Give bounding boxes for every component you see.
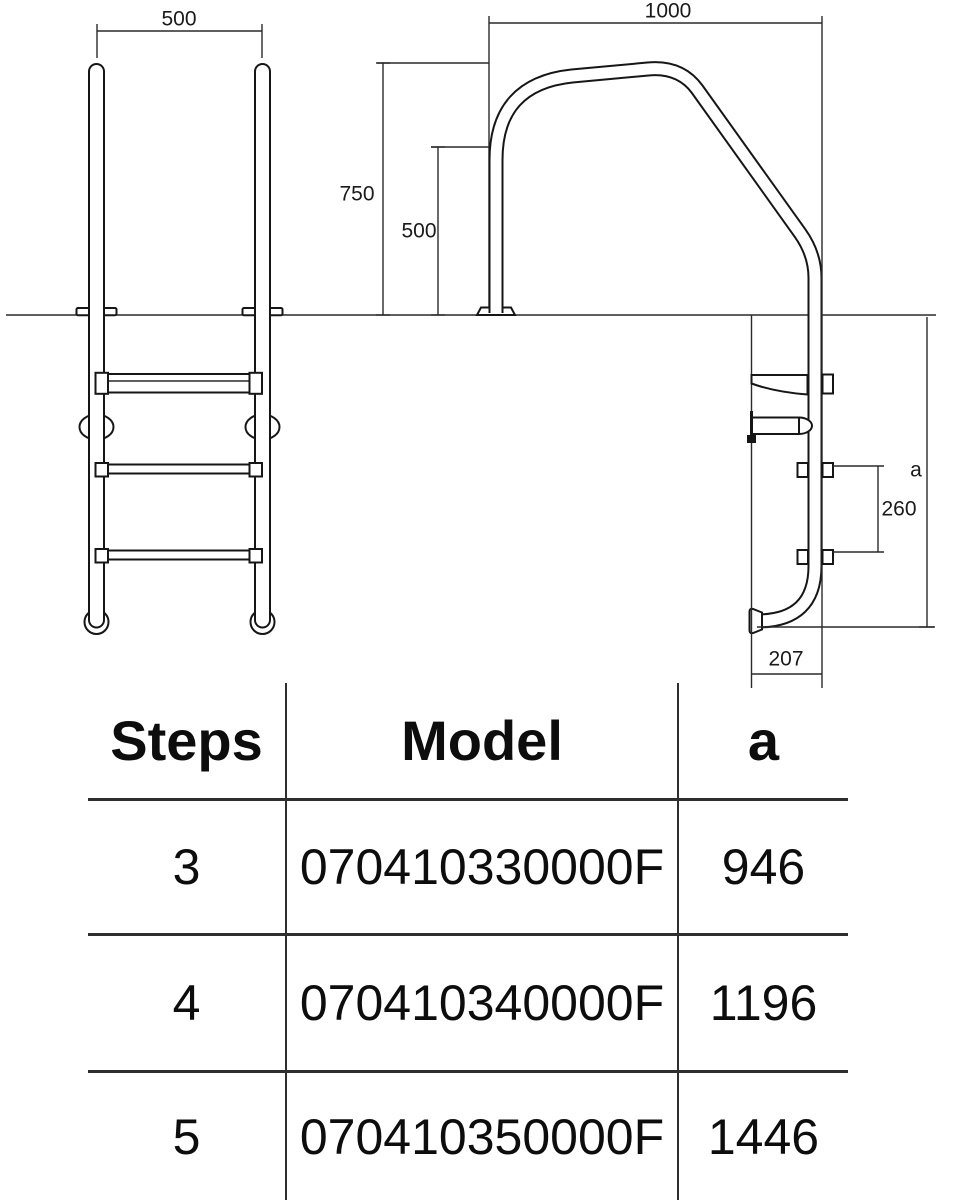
table-row3-steps: 5 (172, 1108, 201, 1165)
table-row1-model: 070410330000F (299, 839, 665, 895)
dimension-260 (833, 466, 917, 552)
side-500-label: 500 (401, 219, 437, 243)
table-row2-a: 1196 (709, 975, 818, 1031)
dimension-207 (752, 648, 823, 675)
side-207-label: 207 (768, 647, 804, 671)
side-a-label: a (910, 458, 922, 482)
table-header-model: Model (401, 709, 563, 772)
dimension-750 (339, 63, 390, 315)
table-row2-steps: 4 (172, 975, 201, 1031)
front-steps (96, 373, 263, 563)
front-view (77, 8, 283, 635)
table-row1-a: 946 (721, 839, 806, 895)
front-500-label: 500 (161, 7, 197, 31)
dimension-500-side (401, 147, 445, 315)
table-row3-model: 070410350000F (299, 1108, 665, 1165)
side-750-label: 750 (339, 182, 375, 206)
dimension-a (757, 317, 935, 627)
table-row1-steps: 3 (172, 839, 201, 895)
table-header-steps: Steps (110, 709, 263, 772)
table-row2-model: 070410340000F (299, 975, 665, 1031)
dimension-front-500 (97, 8, 262, 59)
side-1000-label: 1000 (644, 0, 692, 23)
table-header-a: a (747, 709, 780, 772)
table-row3-a: 1446 (707, 1108, 820, 1165)
front-rails (97, 72, 263, 621)
side-view (339, 0, 935, 688)
dimension-1000 (489, 0, 822, 313)
side-260-label: 260 (881, 497, 917, 521)
handrail-tube (496, 69, 815, 621)
